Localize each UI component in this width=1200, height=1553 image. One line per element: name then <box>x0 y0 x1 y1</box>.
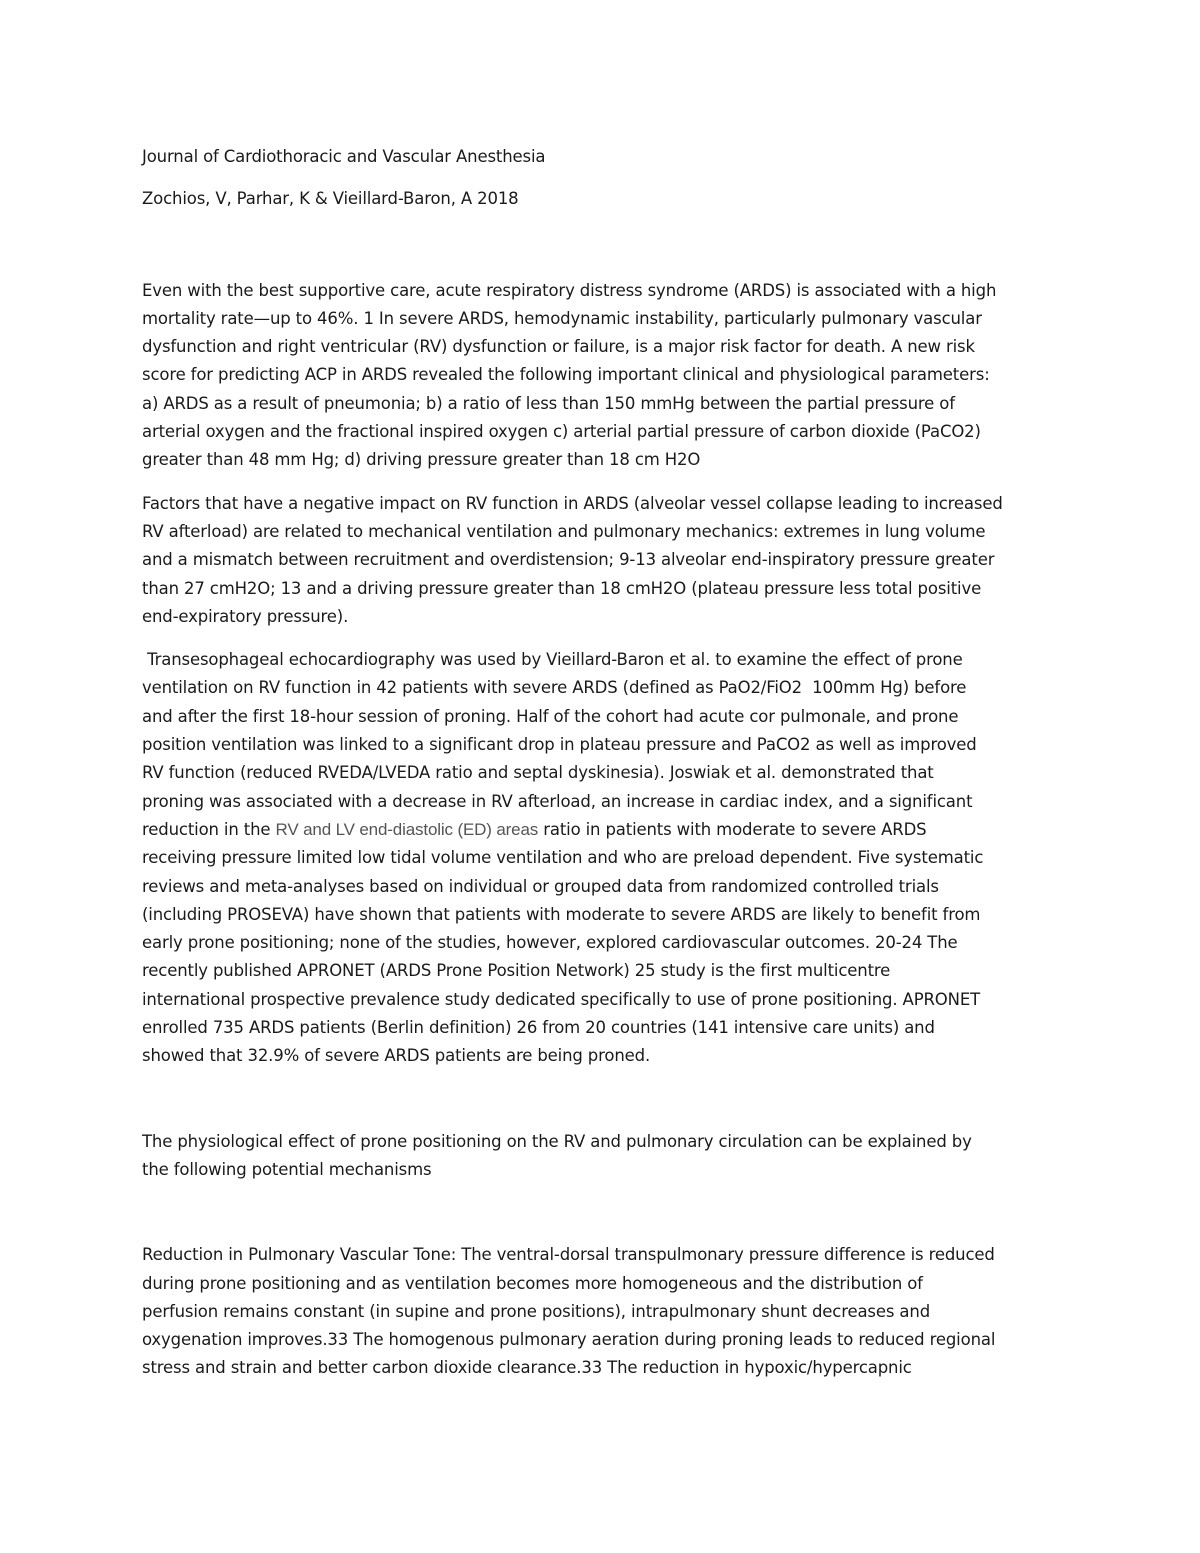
paragraph-line: RV afterload) are related to mechanical ventilation and pulmonary mechanics: extremes in lung volume <box>142 521 986 541</box>
paragraph-line: greater than 48 mm Hg; d) driving pressure greater than 18 cm H2O <box>142 450 701 470</box>
paragraph-line: stress and strain and better carbon dioxide clearance.33 The reduction in hypoxic/hypercapnic <box>142 1358 912 1378</box>
paragraph-line: proning was associated with a decrease in RV afterload, an increase in cardiac index, and a significant <box>142 791 973 811</box>
paragraph-line: during prone positioning and as ventilation becomes more homogeneous and the distribution of <box>142 1273 923 1293</box>
paragraph-line-mixed <box>142 816 1062 844</box>
paragraph-line: RV function (reduced RVEDA/LVEDA ratio and septal dyskinesia). Joswiak et al. demonstrated that <box>142 763 934 783</box>
paragraph-line: mortality rate—up to 46%. 1 In severe ARDS, hemodynamic instability, particularly pulmonary vascular <box>142 308 982 328</box>
paragraph-vascular-tone <box>142 1241 1062 1382</box>
paragraph-line: than 27 cmH2O; 13 and a driving pressure greater than 18 cmH2O (plateau pressure less total positive <box>142 578 982 598</box>
journal-title: Journal of Cardiothoracic and Vascular Anesthesia <box>142 147 546 166</box>
paragraph-line: Even with the best supportive care, acute respiratory distress syndrome (ARDS) is associated with a high <box>142 280 997 300</box>
paragraph-ards-mortality <box>142 277 1062 475</box>
paragraph-line: enrolled 735 ARDS patients (Berlin definition) 26 from 20 countries (141 intensive care units) and <box>142 1018 935 1038</box>
paragraph-line: showed that 32.9% of severe ARDS patients are being proned. <box>142 1046 651 1066</box>
paragraph-line: (including PROSEVA) have shown that patients with moderate to severe ARDS are likely to benefit from <box>142 904 981 924</box>
paragraph-line: and after the first 18-hour session of proning. Half of the cohort had acute cor pulmonale, and prone <box>142 706 959 726</box>
paragraph-line: score for predicting ACP in ARDS revealed the following important clinical and physiological parameters: <box>142 365 990 385</box>
paragraph-line: a) ARDS as a result of pneumonia; b) a ratio of less than 150 mmHg between the partial pressure of <box>142 393 955 413</box>
paragraph-line: and a mismatch between recruitment and overdistension; 9-13 alveolar end-inspiratory pressure greater <box>142 550 995 570</box>
paragraph-line: receiving pressure limited low tidal volume ventilation and who are preload dependent. Five systematic <box>142 848 984 868</box>
paragraph-line: international prospective prevalence study dedicated specifically to use of prone positioning. APRONET <box>142 989 981 1009</box>
paragraph-line: end-expiratory pressure). <box>142 606 349 626</box>
authors-line: Zochios, V, Parhar, K & Vieillard-Baron, A 2018 <box>142 189 519 209</box>
paragraph-line: early prone positioning; none of the studies, however, explored cardiovascular outcomes. 20-24 The <box>142 933 958 953</box>
paragraph-line: The physiological effect of prone positioning on the RV and pulmonary circulation can be explained by <box>142 1131 972 1151</box>
paragraph-line: ventilation on RV function in 42 patients with severe ARDS (defined as PaO2/FiO2 100mm Hg) before <box>142 678 967 698</box>
paragraph-mechanisms-intro <box>142 1128 1062 1185</box>
paragraph-line: dysfunction and right ventricular (RV) dysfunction or failure, is a major risk factor for death. A new risk <box>142 337 975 357</box>
paragraph-line: oxygenation improves.33 The homogenous pulmonary aeration during proning leads to reduced regional <box>142 1330 996 1350</box>
paragraph-line: perfusion remains constant (in supine and prone positions), intrapulmonary shunt decreases and <box>142 1301 931 1321</box>
mixed-text-before: reduction in the <box>142 819 276 839</box>
paragraph-line: reviews and meta-analyses based on individual or grouped data from randomized controlled trials <box>142 876 939 896</box>
paragraph-line: position ventilation was linked to a significant drop in plateau pressure and PaCO2 as well as improved <box>142 735 977 755</box>
paragraph-line: arterial oxygen and the fractional inspired oxygen c) arterial partial pressure of carbon dioxide (PaCO2) <box>142 422 981 442</box>
mixed-text-after: ratio in patients with moderate to severe ARDS <box>538 819 927 839</box>
paragraph-line: the following potential mechanisms <box>142 1159 432 1179</box>
document-body <box>142 143 1062 1383</box>
paragraph-line: recently published APRONET (ARDS Prone Position Network) 25 study is the first multicentre <box>142 961 891 981</box>
paragraph-prone-ventilation <box>142 646 1062 1070</box>
paragraph-line: Factors that have a negative impact on RV function in ARDS (alveolar vessel collapse leading to increased <box>142 493 1003 513</box>
pasted-text-span: RV and LV end-diastolic (ED) areas <box>275 819 539 839</box>
paragraph-rv-factors <box>142 490 1062 631</box>
paragraph-line: Transesophageal echocardiography was used by Vieillard-Baron et al. to examine the effect of prone <box>142 650 963 670</box>
paragraph-line: Reduction in Pulmonary Vascular Tone: The ventral-dorsal transpulmonary pressure difference is reduced <box>142 1245 995 1265</box>
